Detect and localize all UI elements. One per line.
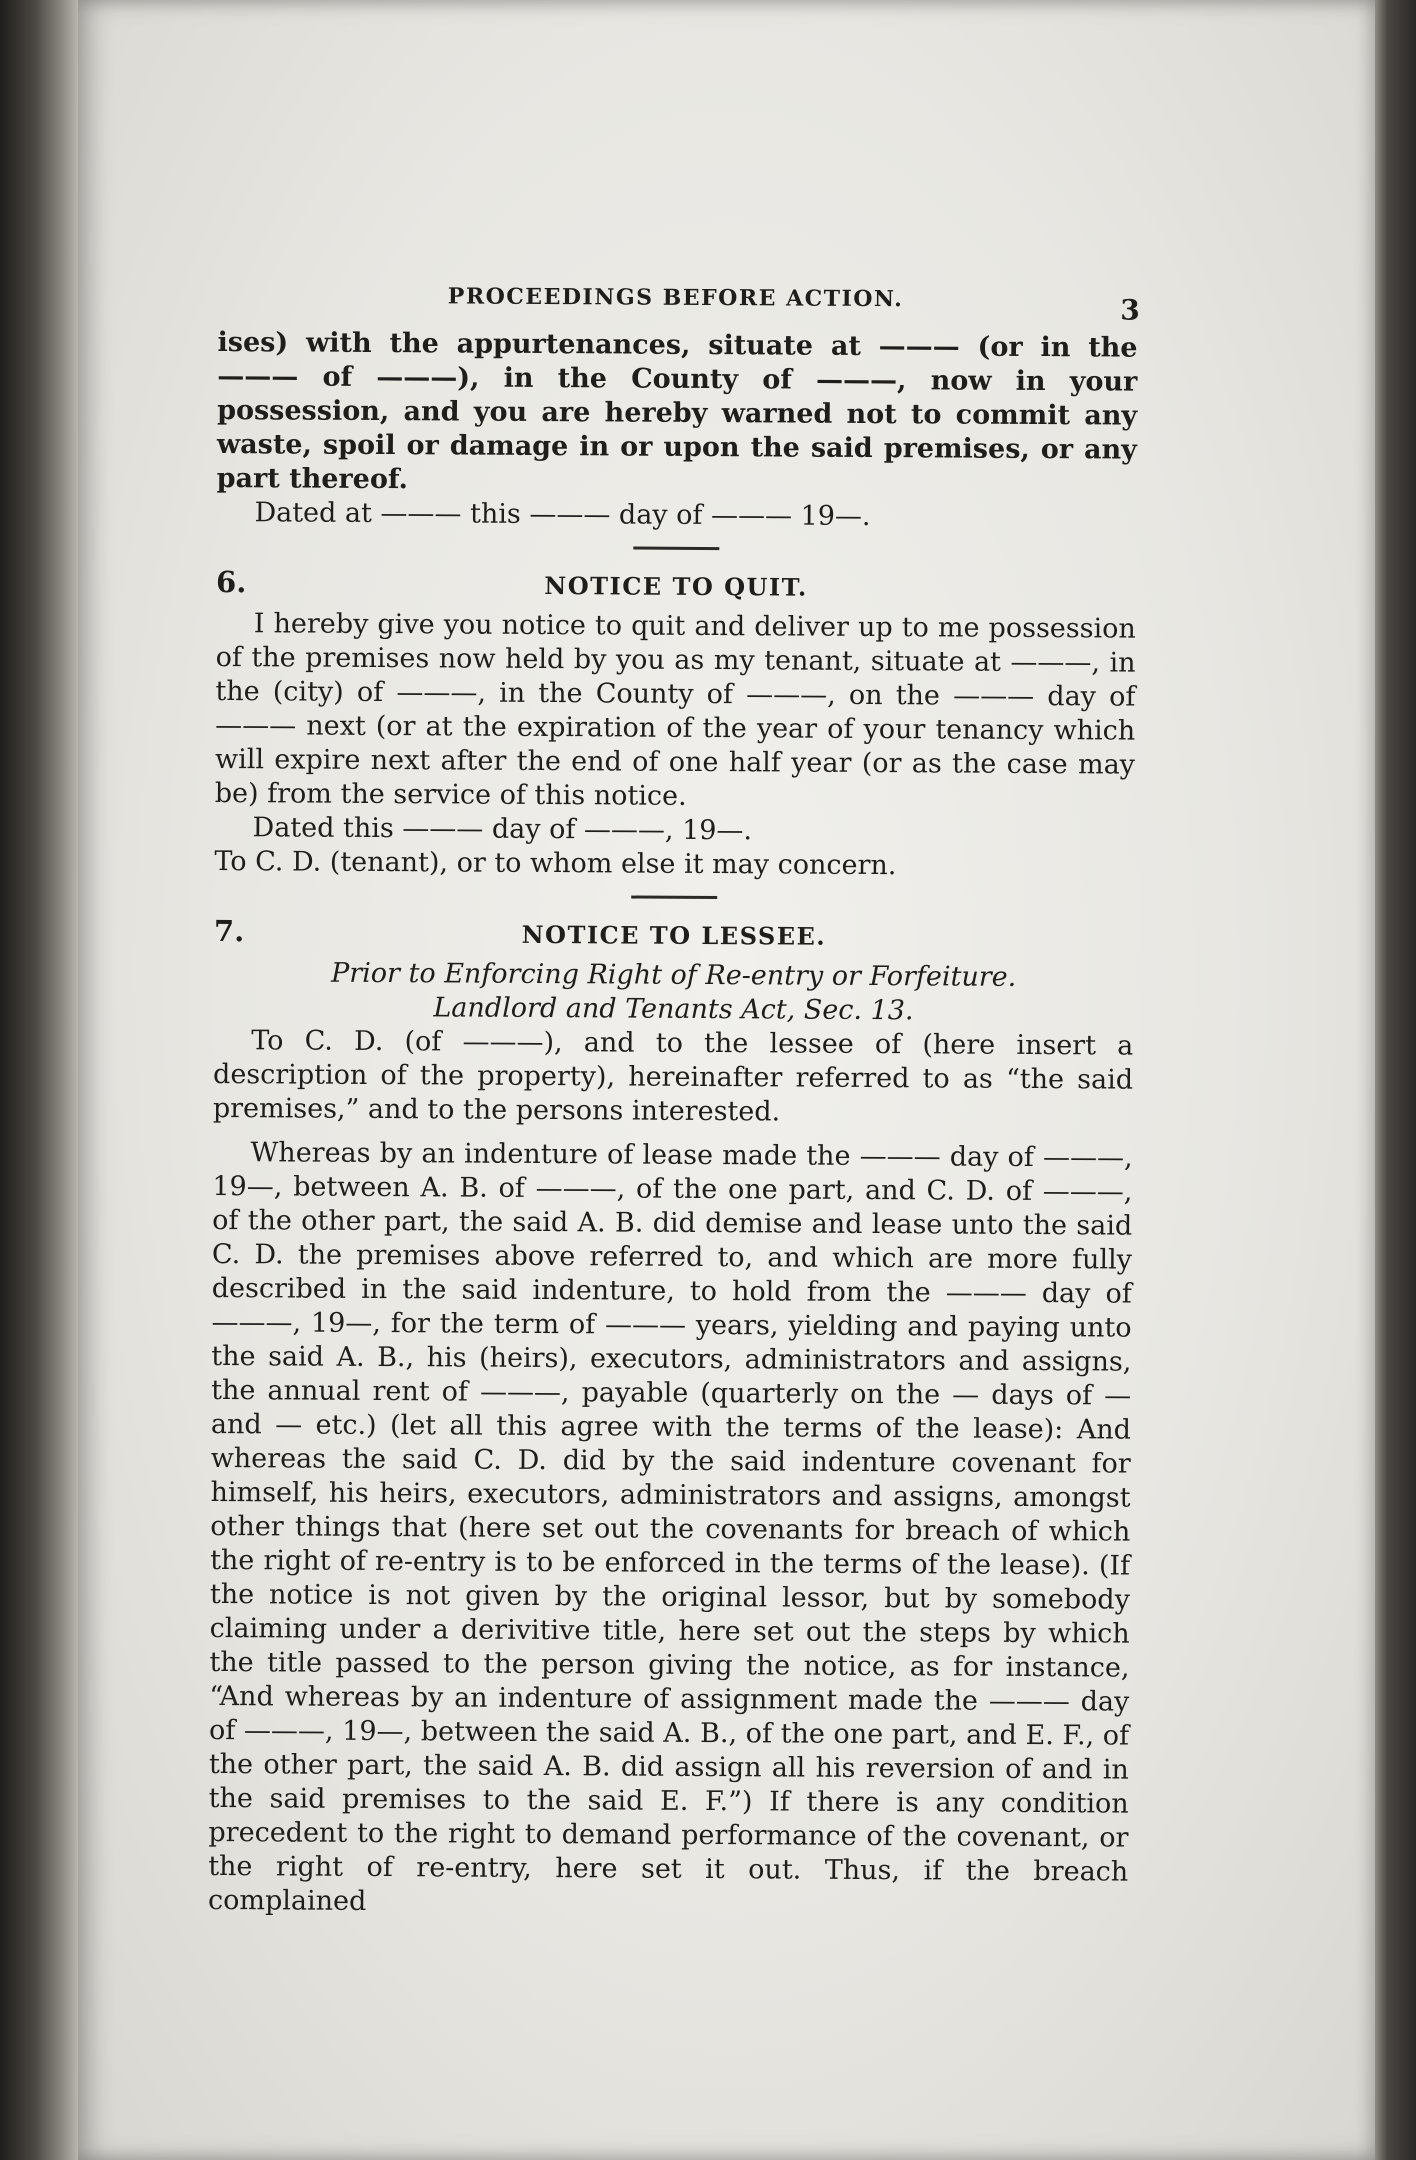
form-6-heading — [216, 565, 1136, 613]
continuation-paragraph: ises) with the appurtenances, situate at ——— (or in the ——— of ———), in the County of ———, now in your possession, and you are hereby warned not to commit any waste, spoil or damage in or upon the said premises, or any part thereof. — [216, 326, 1138, 496]
form-7-recital-paragraph: Whereas by an indenture of lease made the ——— day of ———, 19—, between A. B. of ———, of the one part, and C. D. of ———, of the other part, the said A. B. did demise and lease unto the said C. D. the premises above referred to, and which are more fully described in the said indenture, to hold from the ——— day of ———, 19—, for the term of ——— years, yielding and paying unto the said A. B., his (heirs), executors, administrators and assigns, the annual rent of ———, payable (quarterly on the — days of — and — etc.) (let all this agree with the terms of the lease): And whereas the said C. D. did by the said indenture covenant for himself, his heirs, executors, administrators and assigns, amongst other things that (here set out the covenants for breach of which the right of re-entry is to be enforced in the terms of the lease). (If the notice is not given by the original lessor, but by somebody claiming under a derivitive title, here set out the steps by which the title passed to the person giving the notice, as for instance, “And whereas by an indenture of assignment made the ——— day of ———, 19—, between the said A. B., of the one part, and E. F., of the other part, the said A. B. did assign all his reversion of and in the said premises to the said E. F.”) If there is any condition precedent to the right to demand performance of the covenant, or the right of re-entry, here set it out. Thus, if the breach complained — [207, 1137, 1133, 1917]
form-6-title: NOTICE TO QUIT. — [544, 570, 808, 602]
form-7-addressee-paragraph: To C. D. (of ———), and to the lessee of (here insert a description of the property), hereinafter referred to as “the said premises,” and to the persons interested. — [212, 1025, 1134, 1128]
left-page-edge — [0, 0, 78, 2160]
section-divider — [631, 896, 717, 900]
form-7-subtitle: Prior to Enforcing Right of Re-entry or Forfeiture. — [331, 957, 1017, 993]
form-6-addressee: To C. D. (tenant), or to whom else it may concern. — [214, 845, 897, 882]
form-6-number: 6. — [215, 564, 247, 600]
form-6-body: I hereby give you notice to quit and deliver up to me possession of the premises now held by you as my tenant, situate at ———, in the (city) of ———, in the County of ———, on the ——— day of ——— next (or at the expiration of the year of your tenancy which will expire next after the end of one half year (or as the case may be) from the service of this notice. — [214, 608, 1136, 812]
right-book-edge — [1375, 0, 1416, 2160]
section-divider — [633, 547, 719, 551]
page-number: 3 — [1120, 293, 1140, 327]
continuation-dated-line: Dated at ——— this ——— day of ——— 19—. — [254, 497, 871, 532]
form-7-statute-reference: Landlord and Tenants Act, Sec. 13. — [433, 992, 914, 1027]
form-7-number: 7. — [213, 913, 245, 949]
running-title: PROCEEDINGS BEFORE ACTION. — [447, 283, 904, 313]
page-header — [218, 270, 1138, 326]
form-6-dated-line: Dated this ——— day of ———, 19—. — [252, 812, 753, 847]
form-7-heading — [214, 914, 1134, 962]
form-7-title: NOTICE TO LESSEE. — [521, 919, 827, 951]
page-content — [208, 270, 1138, 1924]
